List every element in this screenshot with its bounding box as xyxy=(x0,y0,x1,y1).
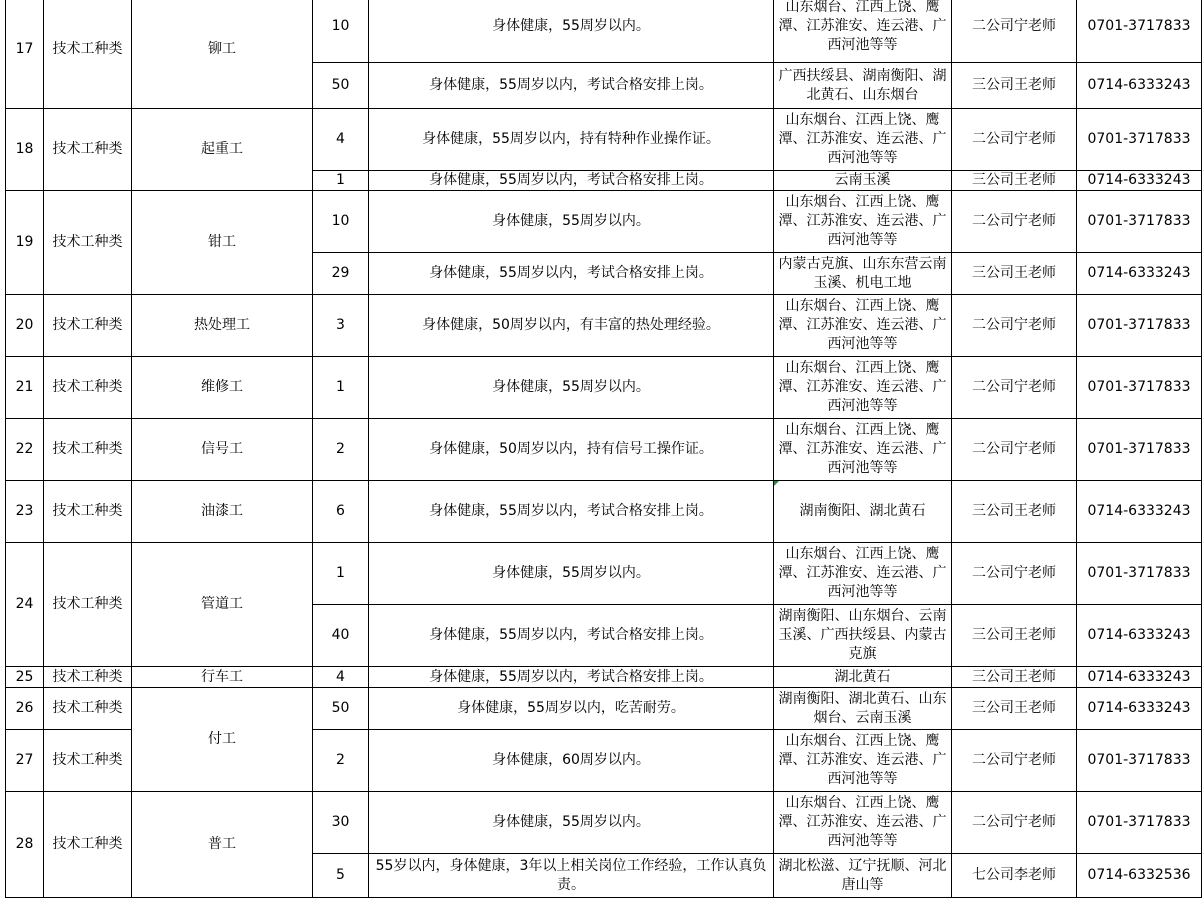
row-number[interactable]: 24 xyxy=(6,543,44,667)
job-title-cell[interactable]: 信号工 xyxy=(132,419,313,481)
category-cell[interactable]: 技术工种类 xyxy=(44,543,132,667)
row-number[interactable]: 28 xyxy=(6,792,44,898)
count-cell[interactable]: 6 xyxy=(313,481,369,543)
location-cell[interactable]: 山东烟台、江西上饶、鹰潭、江苏淮安、连云港、广西河池等等 xyxy=(774,730,952,792)
requirement-cell[interactable]: 身体健康，55周岁以内，考试合格安排上岗。 xyxy=(369,171,774,191)
contact-cell[interactable]: 三公司王老师 xyxy=(952,171,1077,191)
count-cell[interactable]: 29 xyxy=(313,253,369,295)
contact-cell[interactable]: 二公司宁老师 xyxy=(952,419,1077,481)
job-title-cell[interactable]: 管道工 xyxy=(132,543,313,667)
phone-cell[interactable]: 0714-6333243 xyxy=(1077,605,1202,667)
requirement-cell[interactable]: 身体健康，55周岁以内。 xyxy=(369,357,774,419)
contact-cell[interactable]: 二公司宁老师 xyxy=(952,295,1077,357)
count-cell[interactable]: 1 xyxy=(313,357,369,419)
contact-cell[interactable]: 二公司宁老师 xyxy=(952,357,1077,419)
job-title-cell[interactable]: 普工 xyxy=(132,792,313,898)
location-cell[interactable]: 内蒙古克旗、山东东营云南玉溪、机电工地 xyxy=(774,253,952,295)
job-title-cell[interactable]: 行车工 xyxy=(132,667,313,688)
job-title-cell[interactable]: 铆工 xyxy=(132,0,313,109)
job-title-cell[interactable]: 油漆工 xyxy=(132,481,313,543)
phone-cell[interactable]: 0701-3717833 xyxy=(1077,191,1202,253)
count-cell[interactable]: 10 xyxy=(313,191,369,253)
category-cell[interactable]: 技术工种类 xyxy=(44,730,132,792)
count-cell[interactable]: 2 xyxy=(313,419,369,481)
category-cell[interactable]: 技术工种类 xyxy=(44,792,132,898)
recruitment-table xyxy=(5,0,1202,898)
phone-cell[interactable]: 0714-6333243 xyxy=(1077,667,1202,688)
requirement-cell[interactable]: 身体健康，55周岁以内，考试合格安排上岗。 xyxy=(369,481,774,543)
phone-cell[interactable]: 0701-3717833 xyxy=(1077,792,1202,854)
requirement-cell[interactable]: 身体健康，55周岁以内。 xyxy=(369,792,774,854)
requirement-cell[interactable]: 身体健康，55周岁以内，考试合格安排上岗。 xyxy=(369,253,774,295)
phone-cell[interactable]: 0701-3717833 xyxy=(1077,109,1202,171)
location-cell[interactable]: 山东烟台、江西上饶、鹰潭、江苏淮安、连云港、广西河池等等 xyxy=(774,419,952,481)
phone-cell[interactable]: 0701-3717833 xyxy=(1077,419,1202,481)
requirement-cell[interactable]: 身体健康，55周岁以内，持有特种作业操作证。 xyxy=(369,109,774,171)
phone-cell[interactable]: 0701-3717833 xyxy=(1077,0,1202,63)
location-cell[interactable]: 广西扶绥县、湖南衡阳、湖北黄石、山东烟台 xyxy=(774,63,952,109)
location-cell[interactable]: 山东烟台、江西上饶、鹰潭、江苏淮安、连云港、广西河池等等 xyxy=(774,295,952,357)
row-number[interactable]: 27 xyxy=(6,730,44,792)
location-cell[interactable]: 湖北黄石 xyxy=(774,667,952,688)
requirement-cell[interactable]: 身体健康，55周岁以内。 xyxy=(369,0,774,63)
phone-cell[interactable]: 0714-6333243 xyxy=(1077,688,1202,730)
phone-cell[interactable]: 0701-3717833 xyxy=(1077,543,1202,605)
count-cell[interactable]: 4 xyxy=(313,109,369,171)
count-cell[interactable]: 2 xyxy=(313,730,369,792)
phone-cell[interactable]: 0701-3717833 xyxy=(1077,730,1202,792)
phone-cell[interactable]: 0701-3717833 xyxy=(1077,357,1202,419)
job-title-cell[interactable]: 热处理工 xyxy=(132,295,313,357)
row-number[interactable]: 17 xyxy=(6,0,44,109)
contact-cell[interactable]: 二公司宁老师 xyxy=(952,792,1077,854)
requirement-cell[interactable]: 身体健康，55周岁以内。 xyxy=(369,191,774,253)
phone-cell[interactable]: 0714-6333243 xyxy=(1077,63,1202,109)
category-cell[interactable]: 技术工种类 xyxy=(44,357,132,419)
contact-cell[interactable]: 二公司宁老师 xyxy=(952,191,1077,253)
contact-cell[interactable]: 三公司王老师 xyxy=(952,253,1077,295)
count-cell[interactable]: 50 xyxy=(313,63,369,109)
count-cell[interactable]: 40 xyxy=(313,605,369,667)
phone-cell[interactable]: 0714-6333243 xyxy=(1077,253,1202,295)
count-cell[interactable]: 1 xyxy=(313,543,369,605)
phone-cell[interactable]: 0714-6333243 xyxy=(1077,481,1202,543)
row-number[interactable]: 21 xyxy=(6,357,44,419)
requirement-cell[interactable]: 身体健康，55周岁以内。 xyxy=(369,543,774,605)
contact-cell[interactable]: 七公司李老师 xyxy=(952,854,1077,898)
category-cell[interactable]: 技术工种类 xyxy=(44,688,132,730)
requirement-cell[interactable]: 身体健康，60周岁以内。 xyxy=(369,730,774,792)
location-cell[interactable]: 山东烟台、江西上饶、鹰潭、江苏淮安、连云港、广西河池等等 xyxy=(774,357,952,419)
count-cell[interactable]: 50 xyxy=(313,688,369,730)
location-cell[interactable]: 山东烟台、江西上饶、鹰潭、江苏淮安、连云港、广西河池等等 xyxy=(774,0,952,63)
category-cell[interactable]: 技术工种类 xyxy=(44,0,132,109)
location-cell[interactable]: 山东烟台、江西上饶、鹰潭、江苏淮安、连云港、广西河池等等 xyxy=(774,543,952,605)
count-cell[interactable]: 3 xyxy=(313,295,369,357)
phone-cell[interactable]: 0714-6333243 xyxy=(1077,171,1202,191)
requirement-cell[interactable]: 身体健康，55周岁以内，考试合格安排上岗。 xyxy=(369,63,774,109)
count-cell[interactable]: 4 xyxy=(313,667,369,688)
contact-cell[interactable]: 二公司宁老师 xyxy=(952,0,1077,63)
requirement-cell[interactable]: 身体健康，50周岁以内，持有信号工操作证。 xyxy=(369,419,774,481)
job-title-cell[interactable]: 付工 xyxy=(132,688,313,792)
job-title-cell[interactable]: 维修工 xyxy=(132,357,313,419)
location-cell[interactable]: 湖南衡阳、湖北黄石、山东烟台、云南玉溪 xyxy=(774,688,952,730)
contact-cell[interactable]: 二公司宁老师 xyxy=(952,109,1077,171)
count-cell[interactable]: 30 xyxy=(313,792,369,854)
category-cell[interactable]: 技术工种类 xyxy=(44,109,132,191)
location-cell[interactable]: 湖北松滋、辽宁抚顺、河北唐山等 xyxy=(774,854,952,898)
contact-cell[interactable]: 三公司王老师 xyxy=(952,63,1077,109)
count-cell[interactable]: 5 xyxy=(313,854,369,898)
requirement-cell[interactable]: 身体健康，55周岁以内，考试合格安排上岗。 xyxy=(369,667,774,688)
category-cell[interactable]: 技术工种类 xyxy=(44,481,132,543)
contact-cell[interactable]: 三公司王老师 xyxy=(952,481,1077,543)
requirement-cell[interactable]: 55岁以内，身体健康，3年以上相关岗位工作经验，工作认真负责。 xyxy=(369,854,774,898)
job-title-cell[interactable]: 起重工 xyxy=(132,109,313,191)
count-cell[interactable]: 10 xyxy=(313,0,369,63)
category-cell[interactable]: 技术工种类 xyxy=(44,419,132,481)
row-number[interactable]: 22 xyxy=(6,419,44,481)
requirement-cell[interactable]: 身体健康，55周岁以内，吃苦耐劳。 xyxy=(369,688,774,730)
row-number[interactable]: 20 xyxy=(6,295,44,357)
phone-cell[interactable]: 0701-3717833 xyxy=(1077,295,1202,357)
contact-cell[interactable]: 三公司王老师 xyxy=(952,688,1077,730)
category-cell[interactable]: 技术工种类 xyxy=(44,295,132,357)
row-number[interactable]: 26 xyxy=(6,688,44,730)
contact-cell[interactable]: 二公司宁老师 xyxy=(952,543,1077,605)
row-number[interactable]: 18 xyxy=(6,109,44,191)
location-cell[interactable]: 山东烟台、江西上饶、鹰潭、江苏淮安、连云港、广西河池等等 xyxy=(774,792,952,854)
location-cell[interactable]: 山东烟台、江西上饶、鹰潭、江苏淮安、连云港、广西河池等等 xyxy=(774,191,952,253)
row-number[interactable]: 25 xyxy=(6,667,44,688)
count-cell[interactable]: 1 xyxy=(313,171,369,191)
requirement-cell[interactable]: 身体健康，55周岁以内，考试合格安排上岗。 xyxy=(369,605,774,667)
row-number[interactable]: 23 xyxy=(6,481,44,543)
location-cell[interactable]: 湖南衡阳、湖北黄石 xyxy=(774,481,952,543)
category-cell[interactable]: 技术工种类 xyxy=(44,191,132,295)
category-cell[interactable]: 技术工种类 xyxy=(44,667,132,688)
contact-cell[interactable]: 三公司王老师 xyxy=(952,667,1077,688)
location-cell[interactable]: 云南玉溪 xyxy=(774,171,952,191)
phone-cell[interactable]: 0714-6332536 xyxy=(1077,854,1202,898)
location-cell[interactable]: 山东烟台、江西上饶、鹰潭、江苏淮安、连云港、广西河池等等 xyxy=(774,109,952,171)
row-number[interactable]: 19 xyxy=(6,191,44,295)
contact-cell[interactable]: 二公司宁老师 xyxy=(952,730,1077,792)
job-title-cell[interactable]: 钳工 xyxy=(132,191,313,295)
location-cell[interactable]: 湖南衡阳、山东烟台、云南玉溪、广西扶绥县、内蒙古克旗 xyxy=(774,605,952,667)
requirement-cell[interactable]: 身体健康，50周岁以内，有丰富的热处理经验。 xyxy=(369,295,774,357)
contact-cell[interactable]: 三公司王老师 xyxy=(952,605,1077,667)
